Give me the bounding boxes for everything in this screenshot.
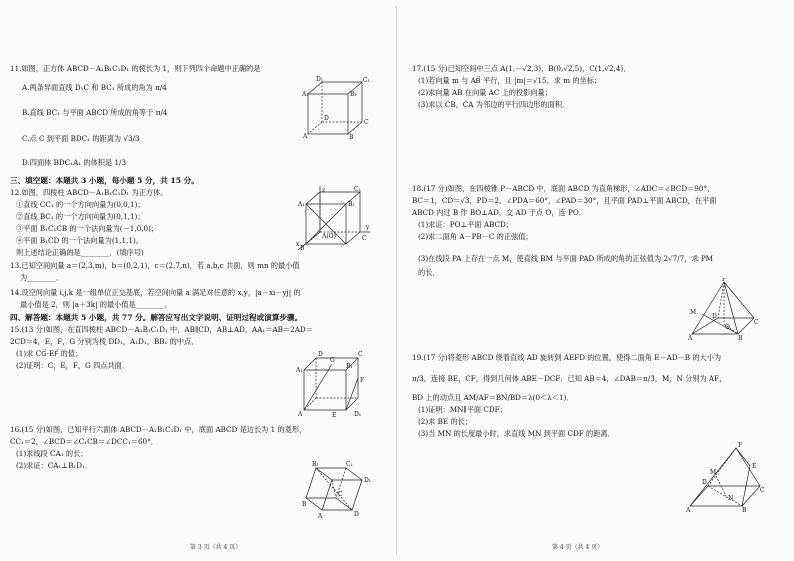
svg-text:B₁: B₁ xyxy=(348,201,355,208)
page-3-footer: 第 3 页（共 4 页） xyxy=(190,544,242,551)
q15-prism-figure xyxy=(296,348,366,418)
page-divider xyxy=(396,6,397,555)
svg-text:C₁: C₁ xyxy=(363,77,370,84)
q19-line-3: BD 上的动点且 AM/AF＝BN/BD＝λ(0＜λ＜1)． xyxy=(412,393,574,402)
q16-line-1: 16.(15 分)如图，已知平行六面体 ABCD－A₁B₁C₁D₁ 中，底面 ABCD 是边长为 1 的菱形， xyxy=(10,425,307,434)
q11-option-c: C.点 C 到平面 BDC₁ 的距离为 √3/3 xyxy=(22,134,140,143)
svg-text:M: M xyxy=(710,469,717,476)
svg-text:A₁: A₁ xyxy=(296,367,303,374)
svg-text:D₁: D₁ xyxy=(364,477,372,484)
svg-text:C: C xyxy=(754,319,759,326)
q18-part-1: (1)求证：PO⊥平面 ABCD； xyxy=(418,220,513,229)
q11-option-b: B.直线 BC₁ 与平面 ABCD 所成的角等于 π/4 xyxy=(22,108,168,117)
q12-question: 则上述结论正确的是________．(填序号) xyxy=(16,248,144,257)
q11-stem: 11.如图，正方体 ABCD－A₁B₁C₁D₁ 的棱长为 1，则下列四个命题中正确的是 xyxy=(10,64,261,73)
svg-text:A: A xyxy=(303,133,308,140)
svg-text:E: E xyxy=(332,412,337,418)
q14-line-2: 最小值是 2，则 |a＋3k| 的最小值是________． xyxy=(20,300,172,309)
svg-text:C: C xyxy=(760,487,765,494)
q18-part-3: (3)在线段 PA 上存在一点 M，使直线 BM 与平面 PAD 所成的角的正弦值为 2√7/7，求 PM xyxy=(418,254,714,263)
svg-text:A: A xyxy=(688,335,693,340)
svg-text:C₁: C₁ xyxy=(346,461,353,468)
svg-text:z: z xyxy=(322,187,326,194)
svg-text:B₁: B₁ xyxy=(346,363,353,370)
q13-line-2: 为________． xyxy=(20,273,64,282)
q15-part-1: (1)求 CG⃗·EF⃗ 的值； xyxy=(16,349,83,358)
page-right xyxy=(412,8,784,553)
section-4-title: 四、解答题：本题共 5 小题，共 77 分。解答应写出文字说明、证明过程或演算步骤。 xyxy=(10,313,303,322)
svg-text:B: B xyxy=(742,507,747,512)
q18-part-2: (2)求二面角 A－PB－C 的正弦值； xyxy=(418,232,533,241)
q14-line-1: 14.设空间向量 i,j,k 是一组单位正交基底，若空间向量 a 满足对任意的 x,y，|a－xi－yj| 的 xyxy=(10,288,301,297)
svg-text:M: M xyxy=(690,309,697,316)
q11-option-a: A.两条异面直线 D₁C 和 BC₁ 所成的角为 π/4 xyxy=(22,83,167,92)
svg-text:F: F xyxy=(738,442,743,449)
q18-pyramid-figure xyxy=(688,278,760,340)
q11-option-d: D.四面体 BDC₁A₁ 的体积是 1/3 xyxy=(22,158,127,167)
q18-line-1: 18.(17 分)如图，在四棱锥 P－ABCD 中，底面 ABCD 为直角梯形，∠ADC＝∠BCD＝90°， xyxy=(412,184,715,193)
svg-text:A: A xyxy=(298,411,303,418)
q19-line-1: 19.(17 分)将菱形 ABCD 绕着直线 AD 旋转到 AEFD 的位置，使得二面角 E－AD－B 的大小为 xyxy=(412,353,722,362)
svg-text:D: D xyxy=(712,313,717,320)
svg-text:B₁: B₁ xyxy=(350,91,357,98)
svg-text:B: B xyxy=(349,134,354,140)
q16-part-2: (2)求证：CA₁⊥B₁D₁． xyxy=(16,461,93,470)
q15-part-2: (2)证明：C，E，F，G 四点共面． xyxy=(16,361,130,370)
q16-parallelepiped-figure xyxy=(302,460,374,522)
q12-item-3: ③平面 B₁C₁CB 的一个法向量为(－1,0,0)； xyxy=(16,224,159,233)
q17-part-3: (3)求以 CB，CA 为邻边的平行四边形的面积． xyxy=(418,100,570,109)
svg-text:C: C xyxy=(362,235,367,242)
q19-part-2: (2)求 BE 的长； xyxy=(418,417,473,426)
q16-part-1: (1)求线段 CA₁ 的长； xyxy=(16,449,88,458)
q12-item-4: ④平面 B₁CD 的一个法向量为(1,1,1)。 xyxy=(16,236,143,245)
q17-line-1: 17.(15 分)已知空间中三点 A(1,－√2,3)，B(0,√2,5)，C(1,√2,4)． xyxy=(412,64,631,73)
svg-text:O: O xyxy=(725,324,730,331)
q12-cube-axes-figure xyxy=(296,186,372,252)
q19-solid-figure xyxy=(686,442,766,512)
svg-text:B: B xyxy=(300,245,305,252)
svg-text:B: B xyxy=(302,501,307,508)
q16-line-2: CC₁＝2，∠BCD＝∠C₁CB＝∠DCC₁＝60°． xyxy=(10,437,158,446)
svg-text:G: G xyxy=(330,357,335,364)
q19-line-2: π/3，连接 BE，CF，得到几何体 ABE－DCF．已知 AB＝4，∠DAB＝π/3，M，N 分别为 AF， xyxy=(412,374,727,383)
svg-text:x: x xyxy=(296,241,300,248)
svg-text:B₁: B₁ xyxy=(312,461,319,468)
svg-text:y: y xyxy=(366,224,370,231)
svg-text:A₁: A₁ xyxy=(302,91,309,98)
svg-text:D₁: D₁ xyxy=(316,76,324,83)
q15-line-1: 15.(13 分)如图，在直四棱柱 ABCD－A₁B₁C₁D₁ 中，AB∥CD，AB⊥AD，AA₁＝AB＝2AD＝ xyxy=(10,325,313,334)
svg-text:A: A xyxy=(318,513,323,520)
svg-text:C: C xyxy=(338,491,343,498)
svg-text:A(O): A(O) xyxy=(322,233,336,240)
svg-text:F: F xyxy=(360,377,365,384)
svg-text:E: E xyxy=(752,463,757,470)
svg-text:D: D xyxy=(354,511,359,518)
q12-item-1: ①直线 CC₁ 的一个方向向量为(0,0,1)； xyxy=(16,200,145,209)
q13-line-1: 13.已知空间向量 a＝(2,3,m)，b＝(0,2,1)，c＝(2,7,n)，若 a,b,c 共面，则 mn 的最小值 xyxy=(10,261,300,270)
page-4-footer: 第 4 页（共 4 页） xyxy=(552,544,604,551)
q18-line-3: ABCD 内过 B 作 BO⊥AD，交 AD 于点 O，连 PO． xyxy=(412,208,586,217)
svg-text:A: A xyxy=(686,507,691,512)
q19-part-3: (3)当 MN 的长度最小时，求直线 MN 到平面 CDF 的距离． xyxy=(418,429,615,438)
q17-part-2: (2)求向量 AB 在向量 AC 上的投影向量； xyxy=(418,88,552,97)
q18-line-2: BC＝1，CD＝√3，PD＝2，∠PDA＝60°，∠PAD＝30°，且平面 PAD⊥平面 ABCD，在平面 xyxy=(412,196,717,205)
q12-stem: 12.如图，四棱柱 ABCD－A₁B₁C₁D₁ 为正方体。 xyxy=(10,188,168,197)
svg-text:D₁: D₁ xyxy=(354,411,362,418)
section-3-title: 三、填空题：本题共 3 小题，每小题 5 分，共 15 分。 xyxy=(10,176,199,185)
svg-text:P: P xyxy=(722,278,727,283)
svg-text:D: D xyxy=(324,115,329,122)
svg-text:N: N xyxy=(728,495,734,502)
svg-text:B: B xyxy=(738,335,743,340)
svg-text:D: D xyxy=(702,479,707,486)
q11-cube-figure xyxy=(302,76,370,140)
q15-line-2: 2CD＝4，E，F，G 分别为棱 DD₁，A₁D₁，BB₁ 的中点． xyxy=(10,337,199,346)
q18-part-3-end: 的长． xyxy=(418,268,440,277)
svg-text:A₁: A₁ xyxy=(298,201,305,208)
svg-text:D: D xyxy=(318,351,323,358)
svg-text:C: C xyxy=(358,351,363,358)
q17-part-1: (1)若向量 m 与 AB⃗ 平行，且 |m|＝√15，求 m 的坐标； xyxy=(418,76,602,85)
svg-text:C: C xyxy=(364,119,369,126)
q12-item-2: ②直线 BC₁ 的一个方向向量为(0,1,1)； xyxy=(16,212,145,221)
svg-text:C₁: C₁ xyxy=(354,186,361,193)
q19-part-1: (1)证明：MN∥平面 CDF； xyxy=(418,405,507,414)
page-left xyxy=(10,8,383,553)
